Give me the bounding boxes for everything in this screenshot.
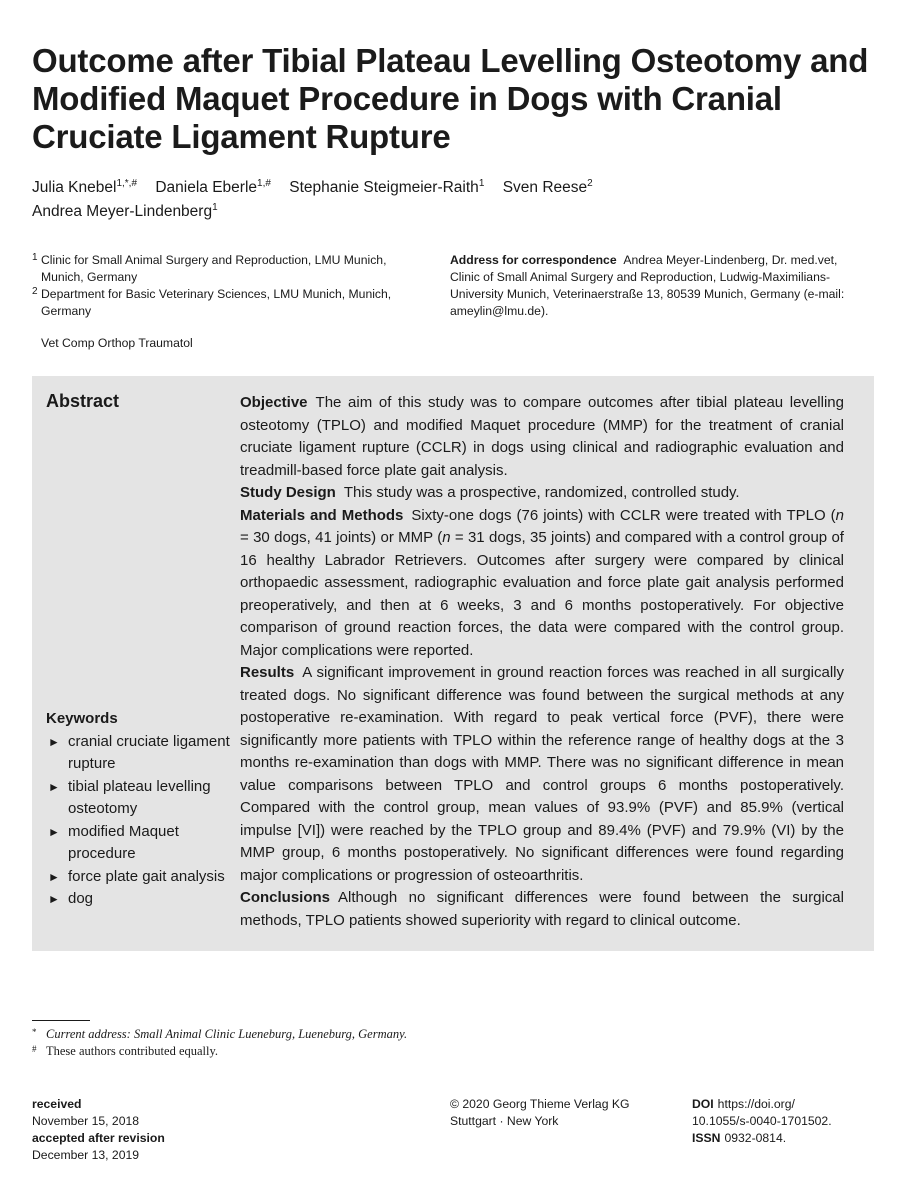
affiliation — [32, 252, 422, 286]
n-symbol: n — [442, 529, 451, 546]
abstract-heading: Abstract — [46, 391, 120, 411]
section-text: Although no significant differences were found between the surgical methods, TPLO patients showed superiority with regard to clinical outcome. — [240, 889, 844, 929]
affiliations — [32, 252, 422, 320]
keywords — [46, 708, 231, 911]
doi-label: DOI — [692, 1097, 714, 1111]
correspondence-text: Andrea Meyer-Lindenberg, Dr. med.vet, Clinic of Small Animal Surgery and Reproduction, Ludwig-Maximilians-University Munich, Veterinaerstraße 13, 80539 Munich, Germany (e-mail: ameylin@lmu.de). — [450, 253, 845, 318]
received-label: received — [32, 1097, 82, 1111]
section-text: The aim of this study was to compare outcomes after tibial plateau levelling osteotomy (TPLO) and modified Maquet procedure (MMP) for the treatment of cranial cruciate ligament rupture (CCLR) in dogs using clinical and radiographic evaluation and treadmill-based force plate gait analysis. — [240, 394, 844, 479]
abstract-box — [32, 376, 874, 951]
affiliation-number: 1 — [32, 252, 38, 263]
footnote-text: These authors contributed equally. — [46, 1043, 219, 1058]
keyword-text: force plate gait analysis — [68, 867, 225, 885]
author-affiliation-mark: 2 — [587, 178, 593, 189]
author-affiliation-mark: 1 — [478, 178, 485, 189]
section-label: Objective — [240, 394, 308, 411]
correspondence-label: Address for correspondence — [450, 253, 617, 267]
abstract-methods — [240, 505, 844, 663]
copyright-location: Stuttgart · New York — [450, 1114, 559, 1128]
author-affiliation-mark: 1,*,# — [116, 178, 138, 189]
issn-number: 0932-0814. — [724, 1131, 787, 1145]
abstract-study-design — [240, 482, 844, 505]
abstract-results — [240, 662, 844, 887]
footnote — [32, 1026, 732, 1043]
abstract-body — [240, 392, 844, 932]
keyword-item — [46, 821, 231, 866]
accepted-date: December 13, 2019 — [32, 1148, 140, 1162]
author — [289, 179, 484, 196]
author — [155, 179, 271, 196]
abstract-objective — [240, 392, 844, 482]
abstract-conclusions — [240, 887, 844, 932]
author-name: Stephanie Steigmeier-Raith — [289, 179, 479, 196]
affiliation — [32, 286, 422, 320]
author-list — [32, 176, 872, 224]
author — [32, 203, 218, 220]
doi-link[interactable]: https://doi.org/ — [717, 1097, 795, 1111]
doi-number[interactable]: 10.1055/s-0040-1701502. — [692, 1114, 832, 1128]
section-label: Study Design — [240, 484, 336, 501]
n-symbol: n — [835, 506, 844, 524]
copyright-line: © 2020 Georg Thieme Verlag KG — [450, 1097, 630, 1111]
author — [503, 179, 593, 196]
arrow-icon: ► — [48, 734, 60, 749]
affiliation-text: Department for Basic Veterinary Sciences, LMU Munich, Munich, Germany — [41, 287, 392, 318]
keyword-item — [46, 776, 231, 821]
section-text: = 30 dogs, 41 joints) or MMP ( — [240, 529, 443, 546]
section-label: Materials and Methods — [240, 506, 404, 524]
affiliation-text: Clinic for Small Animal Surgery and Reproduction, LMU Munich, Munich, Germany — [41, 253, 387, 284]
footnote-divider — [32, 1020, 90, 1021]
section-text: = 31 dogs, 35 joints) and compared with a control group of 16 healthy Labrador Retrievers. Outcomes after surgery were compared by clinical orthopaedic assessment, radiographic evaluation and force plate gait analysis performed preoperatively, and then at 6 weeks, 3 and 6 months postoperatively. For objective comparison of ground reaction forces, the data were compared with the control group. Major complications were reported. — [240, 529, 844, 659]
paper-title: Outcome after Tibial Plateau Levelling Osteotomy and Modified Maquet Procedure in Dogs with Cranial Cruciate Ligament Rupture — [32, 42, 869, 155]
author-name: Julia Knebel — [32, 179, 117, 196]
copyright — [450, 1096, 629, 1130]
arrow-icon: ► — [48, 869, 60, 884]
footnote — [32, 1043, 732, 1060]
arrow-icon: ► — [48, 892, 60, 906]
keyword-item — [46, 731, 231, 776]
correspondence — [450, 252, 860, 320]
author-affiliation-mark: 1,# — [257, 178, 271, 189]
keywords-heading: Keywords — [46, 710, 118, 727]
section-label: Results — [240, 664, 295, 681]
keyword-text: cranial cruciate ligament rupture — [68, 732, 230, 772]
section-text: Sixty-one dogs (76 joints) with CCLR were treated with TPLO ( — [411, 506, 836, 524]
arrow-icon: ► — [48, 824, 60, 839]
received-date: November 15, 2018 — [32, 1114, 140, 1128]
keyword-text: tibial plateau levelling osteotomy — [68, 777, 211, 817]
keywords-list — [46, 731, 231, 911]
footnotes — [32, 1026, 732, 1059]
section-text: A significant improvement in ground reaction forces was reached in all surgically treated dogs. No significant difference was found between the surgical methods at any postoperative re-examination. With regard to peak vertical force (PVF), there were significantly more patients with TPLO within the reference range of healthy dogs at the 3 months re-examination than dogs with MMP. There was no significant difference in mean value comparisons between TPLO and control groups 6 months postoperatively. Compared with the control group, mean values of 93.9% (PVF) and 85.9% (vertical impulse [VI]) were reached by the TPLO group and 89.4% (PVF) and 79.9% (VI) by the MMP group, 6 months postoperatively. No significant differences were found regarding major complications or progression of osteoarthritis. — [240, 664, 844, 884]
received-dates — [32, 1096, 165, 1164]
affiliation-number: 2 — [32, 286, 38, 297]
journal-name: Vet Comp Orthop Traumatol — [41, 336, 193, 350]
keyword-item — [46, 866, 231, 889]
doi-info — [692, 1096, 882, 1147]
keyword-item — [46, 888, 231, 911]
accepted-label: accepted after revision — [32, 1131, 165, 1145]
footnote-mark: # — [32, 1043, 37, 1054]
author-name: Daniela Eberle — [155, 179, 258, 196]
issn-label: ISSN — [692, 1131, 721, 1145]
arrow-icon: ► — [48, 779, 60, 794]
author — [32, 179, 137, 196]
author-affiliation-mark: 1 — [212, 202, 218, 213]
keyword-text: dog — [68, 890, 94, 907]
author-name: Sven Reese — [502, 179, 588, 196]
footnote-mark: * — [32, 1027, 37, 1037]
author-name: Andrea Meyer-Lindenberg — [32, 203, 213, 220]
keyword-text: modified Maquet procedure — [68, 822, 179, 862]
section-label: Conclusions — [240, 889, 331, 906]
footnote-text: Current address: Small Animal Clinic Lueneburg, Lueneburg, Germany. — [46, 1027, 408, 1041]
section-text: This study was a prospective, randomized, controlled study. — [343, 484, 740, 501]
